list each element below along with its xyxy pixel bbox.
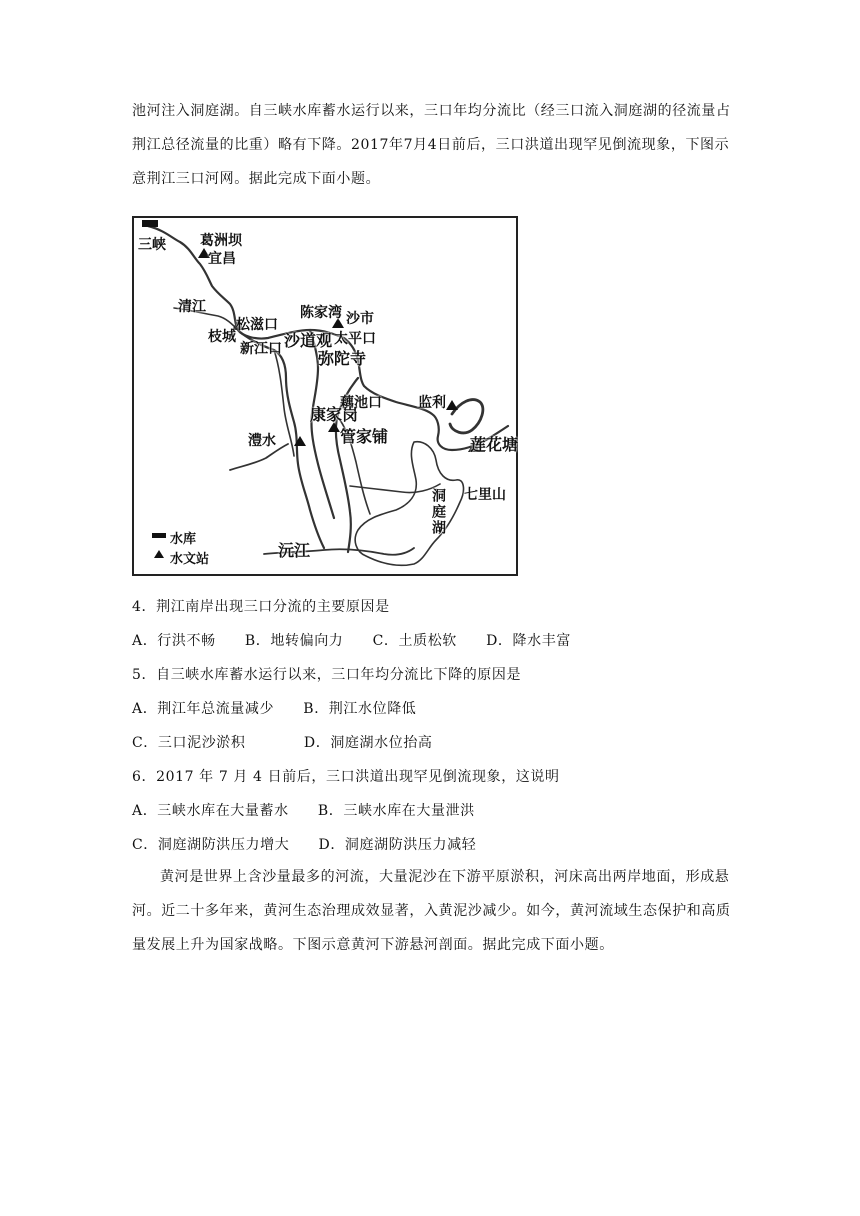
river-network-map [132, 216, 518, 576]
question-5-options-2: C．三口泥沙淤积 D．洞庭湖水位抬高 [132, 735, 433, 751]
label-dongtinghu: 洞庭湖 [430, 488, 446, 536]
label-lianhuatang: 莲花塘 [470, 435, 519, 454]
label-chenjiawan: 陈家湾 [300, 305, 342, 321]
label-jianli: 监利 [418, 395, 446, 411]
intro-paragraph: 池河注入洞庭湖。自三峡水库蓄水运行以来，三口年均分流比（经三口流入洞庭湖的径流量占荆江总径流量的比重）略有下降。2017年7月4日前后，三口洪道出现罕见倒流现象，下图示意荆江三口河网。据此完成下面小题。 [132, 103, 731, 187]
label-songzikou: 松滋口 [236, 317, 278, 333]
question-4-stem: 4．荆江南岸出现三口分流的主要原因是 [132, 599, 390, 615]
label-yuanjiang: 沅江 [278, 541, 311, 560]
legend-station-label: 水文站 [170, 552, 210, 567]
legend-reservoir-symbol [152, 533, 166, 538]
label-xinjiangkou: 新江口 [240, 341, 282, 357]
jianli-channel [450, 400, 483, 433]
question-5-stem: 5．自三峡水库蓄水运行以来，三口年均分流比下降的原因是 [132, 667, 522, 683]
question-6-options-2: C．洞庭湖防洪压力增大 D．洞庭湖防洪压力减轻 [132, 837, 477, 853]
label-qilishan: 七里山 [464, 487, 506, 503]
label-taipingkou: 太平口 [334, 331, 376, 347]
question-6-options-1: A．三峡水库在大量蓄水 B．三峡水库在大量泄洪 [132, 803, 475, 819]
question-6-stem: 6．2017 年 7 月 4 日前后，三口洪道出现罕见倒流现象，这说明 [132, 769, 560, 785]
label-guanjiapu: 管家铺 [340, 427, 389, 446]
label-qingjiang: 清江 [178, 299, 206, 315]
label-shashi: 沙市 [346, 311, 374, 327]
label-gezhouba: 葛洲坝 [200, 233, 242, 249]
legend-reservoir-label: 水库 [170, 532, 197, 547]
label-mituosi: 弥陀寺 [318, 349, 367, 368]
question-5-options-1: A．荆江年总流量减少 B．荆江水位降低 [132, 701, 417, 717]
label-lishui: 澧水 [248, 433, 276, 449]
station-jianli [446, 400, 458, 410]
map-drawing [134, 218, 519, 574]
question-4-options: A．行洪不畅 B．地转偏向力 C．土质松软 D．降水丰富 [132, 633, 571, 649]
label-yichang: 宜昌 [208, 251, 236, 267]
label-zhicheng: 枝城 [208, 329, 236, 345]
label-shadaoguan: 沙道观 [284, 331, 333, 350]
label-sanxia: 三峡 [138, 237, 166, 253]
reservoir-marker [142, 220, 158, 227]
legend-station-symbol [154, 550, 164, 558]
label-oucikou: 藕池口 [340, 395, 382, 411]
closing-paragraph: 黄河是世界上含沙量最多的河流，大量泥沙在下游平原淤积，河床高出两岸地面，形成悬河。近二十多年来，黄河生态治理成效显著，入黄泥沙减少。如今，黄河流域生态保护和高质量发展上升为国家战略。下图示意黄河下游悬河剖面。据此完成下面小题。 [132, 869, 731, 953]
label-kangjiagang: 康家岗 [310, 405, 359, 424]
